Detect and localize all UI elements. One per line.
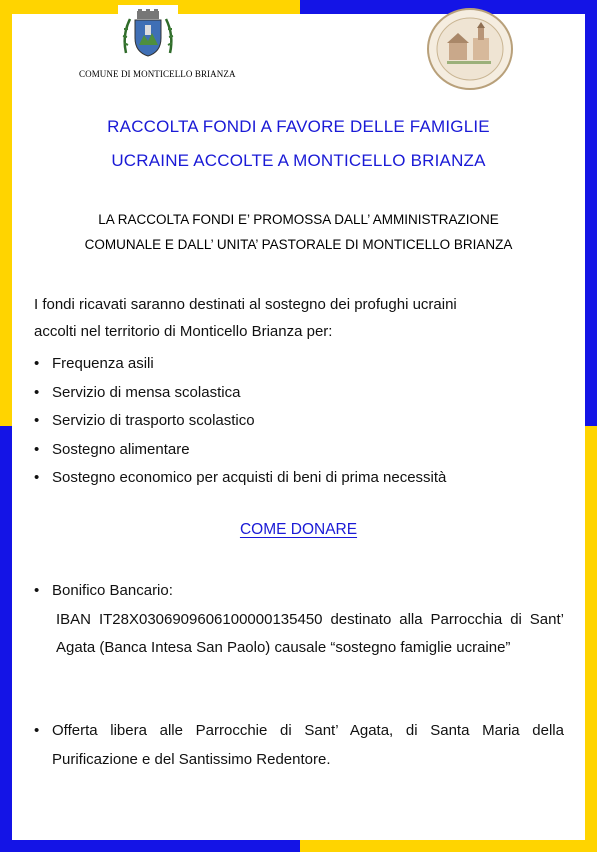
bullet-icon: • xyxy=(34,722,40,739)
promoter-line-1: LA RACCOLTA FONDI E’ PROMOSSA DALL’ AMMINISTRAZIONE xyxy=(98,212,499,227)
bullet-icon: • xyxy=(34,440,40,458)
list-item-label: Sostegno alimentare xyxy=(52,440,190,458)
list-item xyxy=(34,379,446,408)
list-item-label: Sostegno economico per acquisti di beni di prima necessità xyxy=(52,469,447,486)
how-to-donate-heading: COME DONARE xyxy=(239,521,358,538)
list-item xyxy=(34,407,446,436)
flyer-title-line-1: RACCOLTA FONDI A FAVORE DELLE FAMIGLIE xyxy=(107,117,490,136)
bullet-icon: • xyxy=(34,355,40,372)
bullet-icon: • xyxy=(34,412,40,429)
bank-transfer-item xyxy=(34,577,564,663)
intro-line-1: I fondi ricavati saranno destinati al sostegno dei profughi ucraini xyxy=(34,296,457,313)
bullet-icon: • xyxy=(34,383,40,401)
purposes-list xyxy=(34,350,446,493)
municipality-name: COMUNE DI MONTICELLO BRIANZA xyxy=(79,69,236,79)
bullet-icon: • xyxy=(34,582,40,599)
flyer-title-line-2: UCRAINE ACCOLTE A MONTICELLO BRIANZA xyxy=(111,151,486,170)
list-item-label: Servizio di trasporto scolastico xyxy=(52,412,255,429)
municipal-crest-logo xyxy=(118,5,178,65)
free-offering-item xyxy=(34,717,564,774)
promoter-line-2: COMUNALE E DALL’ UNITA’ PASTORALE DI MONTICELLO BRIANZA xyxy=(84,237,513,252)
bank-transfer-label: Bonifico Bancario: xyxy=(52,582,173,599)
free-offering-text: Offerta libera alle Parrocchie di Sant’ Agata, di Santa Maria della Purificazione e del Santissimo Redentore. xyxy=(52,722,564,768)
list-item xyxy=(34,464,446,493)
list-item xyxy=(34,350,446,379)
intro-line-2: accolti nel territorio di Monticello Brianza per: xyxy=(34,323,333,340)
list-item-label: Frequenza asili xyxy=(52,355,154,372)
intro-paragraph xyxy=(34,291,564,345)
list-item-label: Servizio di mensa scolastica xyxy=(52,383,241,401)
parish-seal-logo xyxy=(425,6,515,92)
bank-transfer-detail: IBAN IT28X0306909606100000135450 destinato alla Parrocchia di Sant’ Agata (Banca Intesa San Paolo) causale “sostegno famiglie ucraine” xyxy=(56,610,564,656)
list-item xyxy=(34,436,446,465)
bullet-icon: • xyxy=(34,469,40,486)
